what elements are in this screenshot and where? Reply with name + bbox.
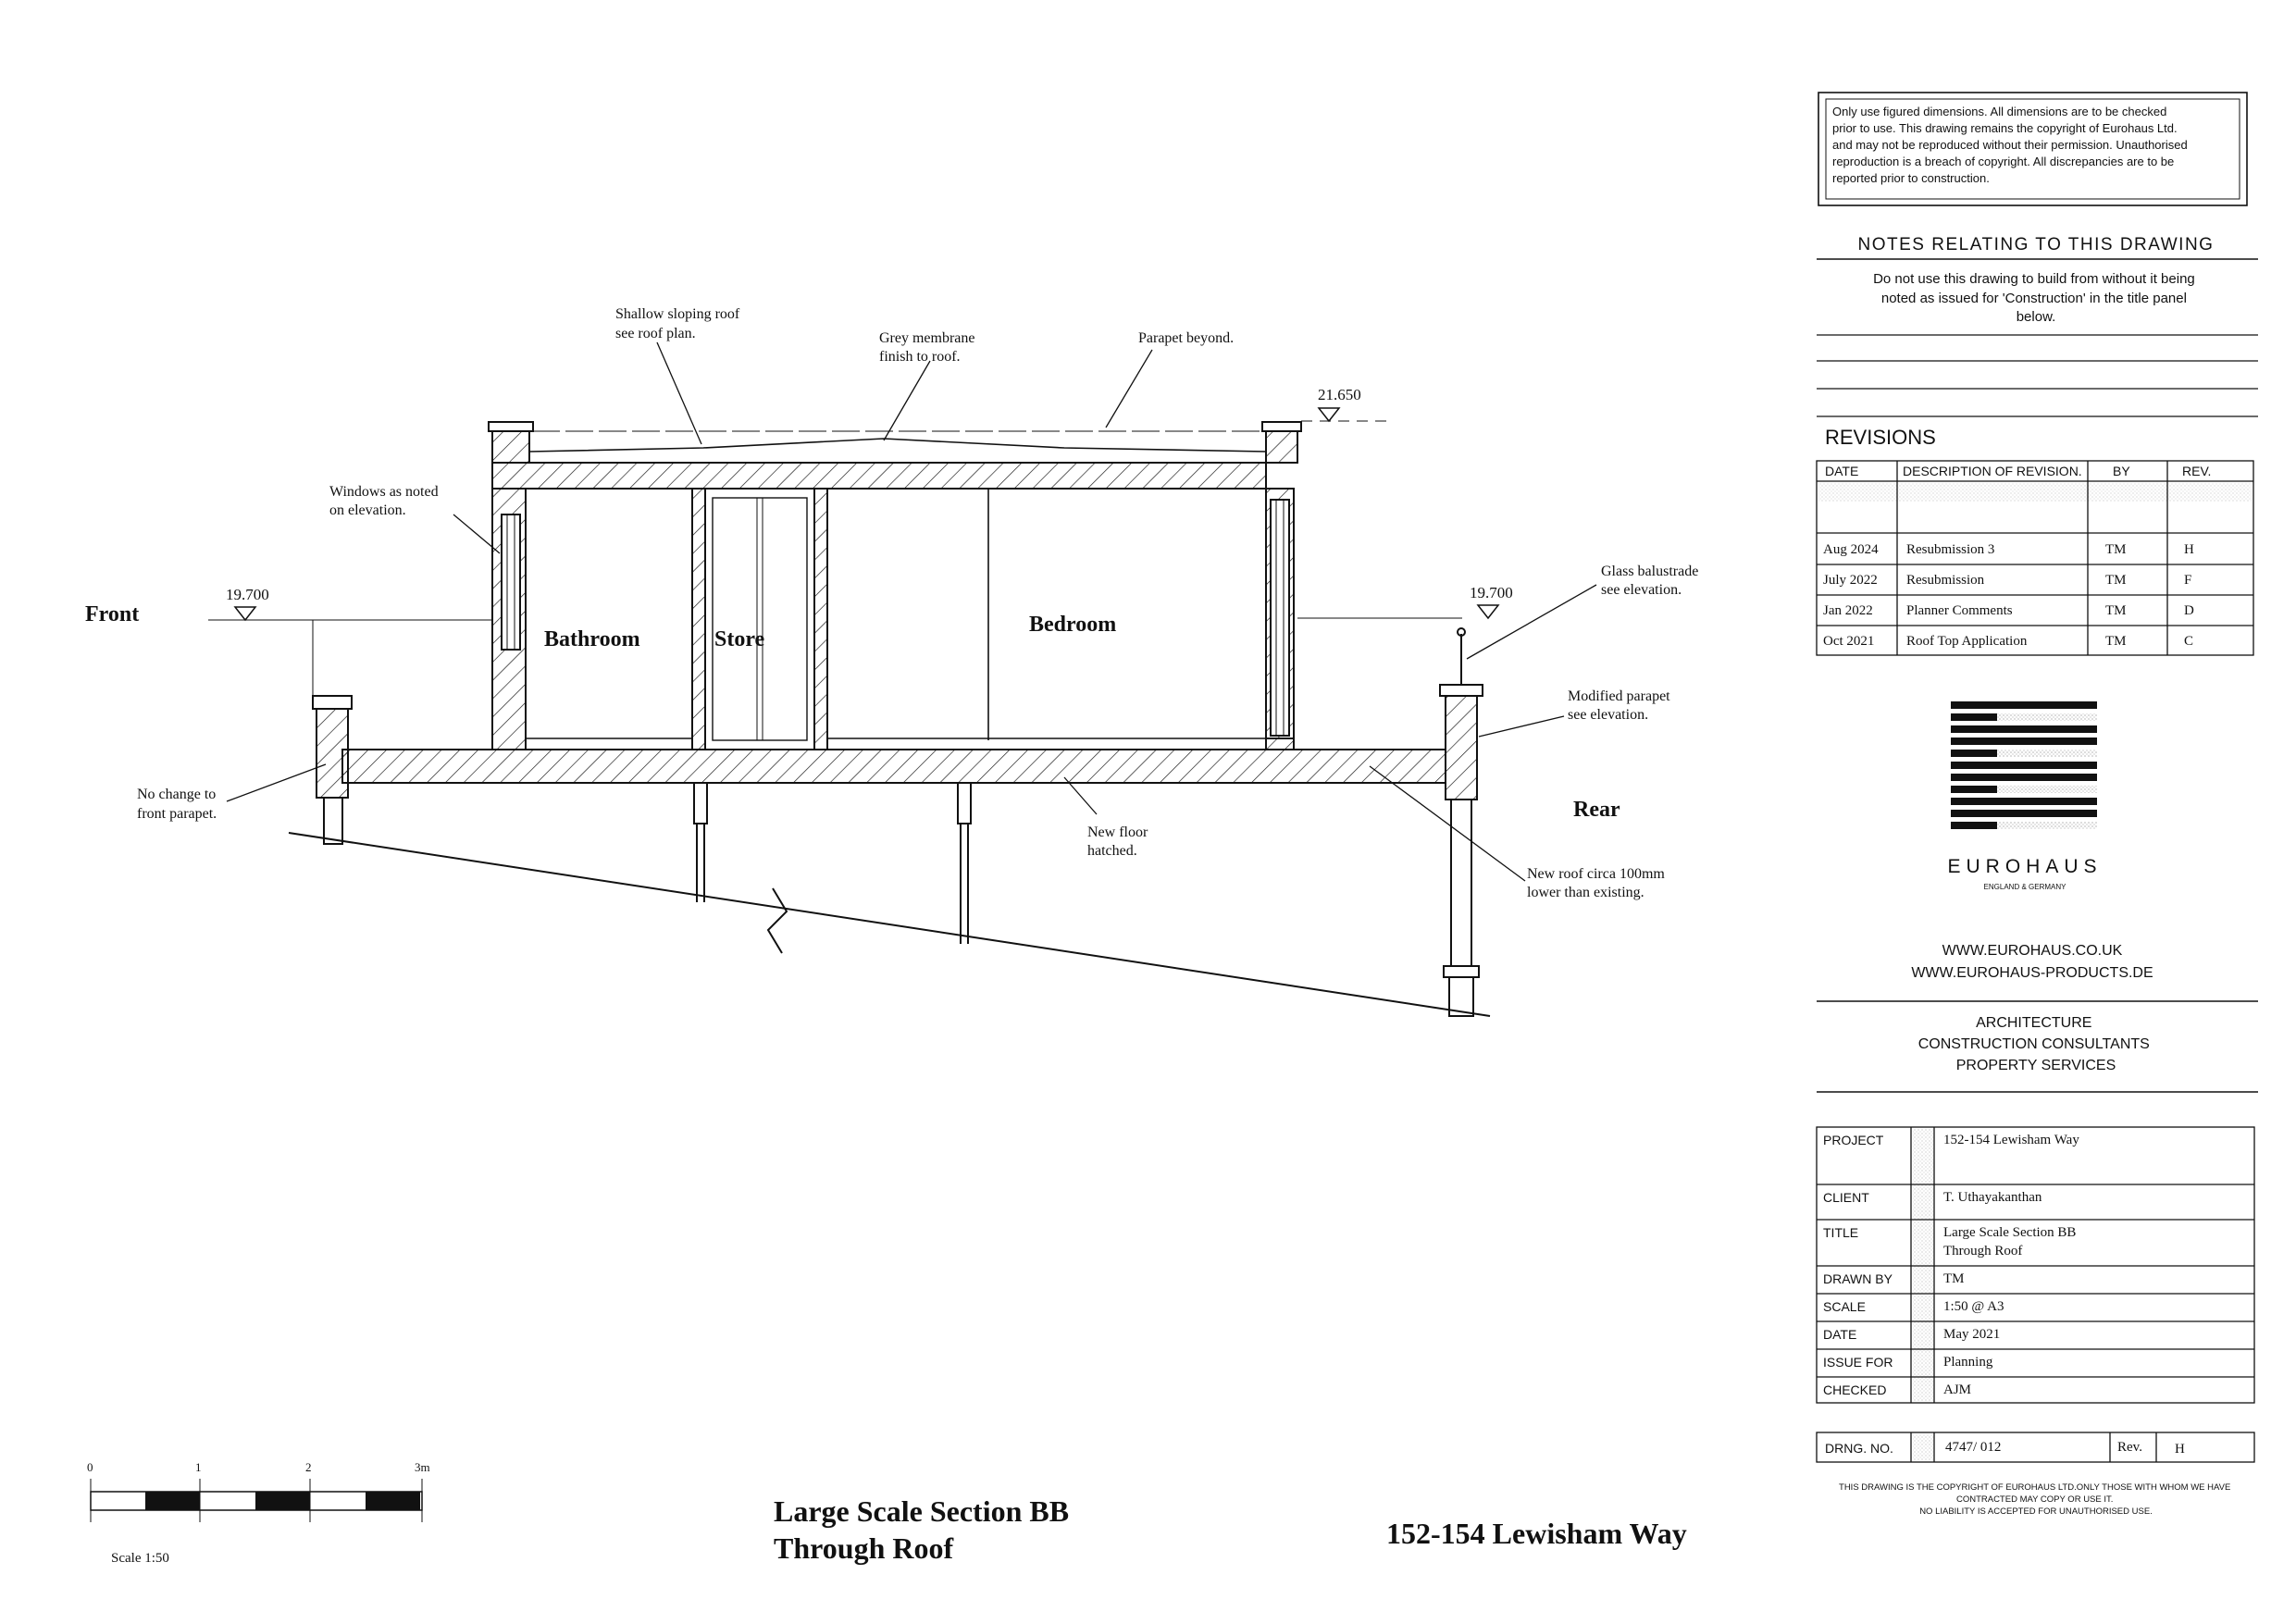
revisions-header-row bbox=[1825, 464, 2211, 478]
drawing-no-label: DRNG. NO. bbox=[1825, 1441, 1893, 1456]
revision-description: Resubmission bbox=[1906, 573, 1985, 588]
label-rear: Rear bbox=[1573, 798, 1620, 822]
company-name: EUROHAUS bbox=[1947, 856, 2103, 877]
copyright-footer: THIS DRAWING IS THE COPYRIGHT OF EUROHAUS LTD.ONLY THOSE WITH WHOM WE HAVE CONTRACTED MAY COPY OR USE IT. NO LIABILITY IS ACCEPTED FOR UNAUTHORISED USE. bbox=[1839, 1482, 2231, 1517]
revision-by: TM bbox=[2105, 573, 2127, 588]
front-parapet bbox=[316, 696, 348, 798]
note-modified-parapet: Modified parapet see elevation. bbox=[1568, 688, 1670, 723]
revision-rev: C bbox=[2184, 634, 2194, 649]
field-label: PROJECT bbox=[1823, 1133, 1884, 1147]
revision-date: July 2022 bbox=[1823, 573, 1878, 588]
wall-bathroom-store bbox=[692, 489, 705, 750]
logo-stripe bbox=[1951, 725, 2097, 733]
title-line-2: Through Roof bbox=[774, 1531, 954, 1565]
logo-stripe bbox=[1951, 762, 2097, 769]
services-text: ARCHITECTURE CONSTRUCTION CONSULTANTS PROPERTY SERVICES bbox=[1917, 1015, 2150, 1073]
note-glass-balustrade: Glass balustrade see elevation. bbox=[1601, 564, 1699, 598]
logo-stripe bbox=[1951, 774, 2097, 781]
level-marker-rear bbox=[1478, 605, 1498, 618]
revision-date: Aug 2024 bbox=[1823, 542, 1879, 557]
front-parapet-base bbox=[324, 798, 342, 844]
svg-text:DATE: DATE bbox=[1825, 464, 1859, 478]
field-value: Planning bbox=[1943, 1355, 1993, 1370]
scale-label: Scale 1:50 bbox=[111, 1551, 169, 1566]
level-front: 19.700 bbox=[226, 586, 269, 603]
note-shallow-roof: Shallow sloping roof see roof plan. bbox=[615, 306, 740, 341]
field-label: ISSUE FOR bbox=[1823, 1355, 1893, 1370]
section-drawing bbox=[208, 342, 1596, 1016]
field-value: TM bbox=[1943, 1271, 1965, 1286]
logo-stripe bbox=[1951, 738, 2097, 745]
note-no-change: No change to front parapet. bbox=[137, 787, 217, 822]
level-roof: 21.650 bbox=[1318, 386, 1361, 403]
title-block bbox=[1817, 93, 2258, 1517]
title-line-1: Large Scale Section BB bbox=[774, 1494, 1070, 1528]
logo-stripe bbox=[1951, 786, 1997, 793]
note-parapet-beyond: Parapet beyond. bbox=[1138, 330, 1235, 346]
revisions-heading: REVISIONS bbox=[1825, 426, 1936, 449]
field-value: Large Scale Section BB bbox=[1943, 1225, 2077, 1240]
front-window bbox=[502, 514, 520, 650]
roof-slab bbox=[492, 463, 1266, 489]
revision-rev: H bbox=[2184, 542, 2194, 557]
support-1-top bbox=[694, 783, 707, 824]
drawing-title bbox=[774, 1494, 1687, 1565]
logo-stripe bbox=[1951, 750, 1997, 757]
revision-by: TM bbox=[2105, 542, 2127, 557]
room-store: Store bbox=[714, 627, 765, 651]
room-bathroom: Bathroom bbox=[544, 627, 640, 651]
logo-stripe bbox=[1951, 822, 1997, 829]
project-fields bbox=[1823, 1133, 2079, 1397]
revision-date: Jan 2022 bbox=[1823, 603, 1873, 618]
rev-value: H bbox=[2175, 1442, 2185, 1457]
revision-by: TM bbox=[2105, 634, 2127, 649]
svg-text:REV.: REV. bbox=[2182, 464, 2212, 478]
logo-stripe bbox=[1951, 713, 1997, 721]
level-marker-roof bbox=[1319, 408, 1339, 421]
field-label: DATE bbox=[1823, 1327, 1857, 1342]
note-new-roof: New roof circa 100mm lower than existing. bbox=[1527, 866, 1665, 900]
scale-tick-1: 1 bbox=[195, 1460, 202, 1474]
note-windows: Windows as noted on elevation. bbox=[329, 484, 439, 518]
label-front: Front bbox=[85, 602, 140, 626]
svg-text:DESCRIPTION OF REVISION.: DESCRIPTION OF REVISION. bbox=[1903, 464, 2082, 478]
field-value: T. Uthayakanthan bbox=[1943, 1190, 2042, 1205]
field-label: SCALE bbox=[1823, 1299, 1866, 1314]
scale-bar bbox=[87, 1460, 430, 1566]
logo-stripe bbox=[1951, 810, 2097, 817]
support-2-top bbox=[958, 783, 971, 824]
logo-stripe bbox=[1951, 798, 2097, 805]
note-grey-membrane: Grey membrane finish to roof. bbox=[879, 330, 975, 365]
notes-text: Do not use this drawing to build from without it being noted as issued for 'Construction' in the title panel below. bbox=[1873, 271, 2195, 325]
scale-tick-0: 0 bbox=[87, 1460, 93, 1474]
leader-lines bbox=[227, 342, 1596, 881]
field-label: DRAWN BY bbox=[1823, 1271, 1893, 1286]
field-value: May 2021 bbox=[1943, 1327, 2001, 1342]
roof-membrane bbox=[529, 439, 1266, 452]
room-bedroom: Bedroom bbox=[1029, 613, 1117, 637]
logo-stripe bbox=[1951, 701, 2097, 709]
scale-tick-3: 3m bbox=[415, 1460, 430, 1474]
revision-rev: F bbox=[2184, 573, 2192, 588]
rev-label: Rev. bbox=[2117, 1440, 2142, 1455]
revision-by: TM bbox=[2105, 603, 2127, 618]
field-value: AJM bbox=[1943, 1382, 1972, 1397]
wall-store-bedroom bbox=[814, 489, 827, 750]
drawing-no: 4747/ 012 bbox=[1945, 1440, 2002, 1455]
field-value: Through Roof bbox=[1943, 1244, 2023, 1258]
scale-tick-2: 2 bbox=[305, 1460, 312, 1474]
field-value: 1:50 @ A3 bbox=[1943, 1299, 2004, 1314]
break-symbol bbox=[768, 888, 787, 953]
eurohaus-logo bbox=[1951, 701, 2097, 829]
field-label: CHECKED bbox=[1823, 1382, 1887, 1397]
field-label: CLIENT bbox=[1823, 1190, 1869, 1205]
level-marker-front bbox=[235, 607, 255, 620]
drawing-labels bbox=[85, 306, 1698, 900]
note-new-floor: New floor hatched. bbox=[1087, 824, 1148, 859]
field-value: 152-154 Lewisham Way bbox=[1943, 1133, 2079, 1147]
store-door bbox=[713, 498, 807, 740]
disclaimer-text: Only use figured dimensions. All dimensions are to be checked prior to use. This drawing remains the copyright of Eurohaus Ltd. and may not be reproduced without their permission. Unauthorised reproduction is a breach of copyright. All discrepancies are to be reported prior to construction. bbox=[1832, 105, 2188, 185]
website-de[interactable]: WWW.EUROHAUS-PRODUCTS.DE bbox=[1911, 965, 2153, 981]
rear-parapet-cap bbox=[1440, 685, 1483, 696]
revision-description: Planner Comments bbox=[1906, 603, 2013, 618]
svg-text:BY: BY bbox=[2113, 464, 2130, 478]
rear-column-plate bbox=[1444, 966, 1479, 977]
company-sub: ENGLAND & GERMANY bbox=[1983, 883, 2066, 891]
level-rear: 19.700 bbox=[1470, 584, 1513, 601]
field-label: TITLE bbox=[1823, 1225, 1859, 1240]
revision-date: Oct 2021 bbox=[1823, 634, 1875, 649]
rear-window bbox=[1271, 500, 1289, 736]
rear-column bbox=[1451, 800, 1471, 966]
ground-line bbox=[289, 833, 1490, 1016]
floor-slab bbox=[342, 750, 1446, 783]
rear-parapet bbox=[1446, 685, 1477, 800]
website-uk[interactable]: WWW.EUROHAUS.CO.UK bbox=[1942, 943, 2123, 959]
project-address: 152-154 Lewisham Way bbox=[1386, 1517, 1687, 1550]
notes-heading: NOTES RELATING TO THIS DRAWING bbox=[1857, 235, 2215, 254]
revision-description: Roof Top Application bbox=[1906, 634, 2028, 649]
revision-rev: D bbox=[2184, 603, 2194, 618]
revision-description: Resubmission 3 bbox=[1906, 542, 1995, 557]
front-parapet-cap bbox=[313, 696, 352, 709]
